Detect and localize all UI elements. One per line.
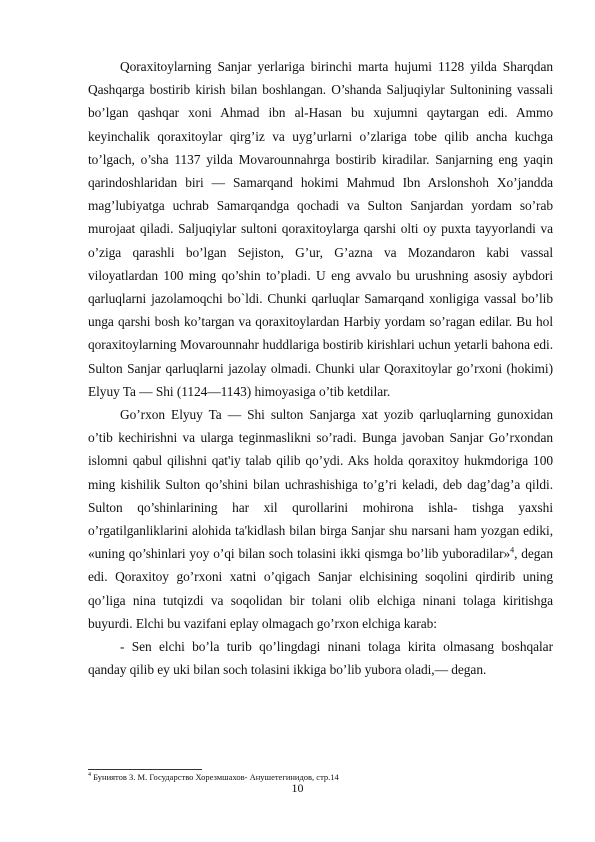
body-text: [88, 55, 553, 681]
paragraph-2-text: Go’rxon Elyuy Ta — Shi sulton Sanjarga xat yozib qarluqlarning gunoxidan o’tib kechirishni va ularga teginmaslikni so’radi. Bunga javoban Sanjar Go’rxondan islomni qabul qilishni qat'iy talab qilib qo’ydi. Aks holda qoraxitoy hukmdoriga 100 ming kishilik Sulton qo’shini bilan uchrashishiga to’g’ri keladi, deb dag’dag’a qildi. Sulton qo’shinlarining har xil qurollarini mohirona ishla- tishga yaxshi o’rgatilganliklarini alohida ta'kidlash bilan birga Sanjar shu narsani ham yozgan ediki, «uning qo’shinlari yoy o’qi bilan soch tolasini ikki qismga bo’lib yuboradilar»: [88, 407, 553, 562]
paragraph-3: - Sen elchi bo’la turib qo’lingdagi ninani tolaga kirita olmasang boshqalar qanday qilib ey uki bilan soch tolasini ikkiga bo’lib yubora oladi,— degan.: [88, 639, 553, 678]
footnote-text: Буниятов З. М. Государство Хорезмшахов- Анушетегинидов, стр.14: [93, 772, 339, 782]
footnote-number: 4: [88, 772, 91, 779]
footnote-separator: [88, 769, 202, 770]
paragraph-2-continuation: , degan edi. Qoraxitoy go’rxoni xatni o’qigach Sanjar elchisining soqolini qirdirib uning qo’liga nina tutqizdi va soqolidan bir tolani olib elchiga ninani tolaga kiritishga buyurdi. Elchi bu vazifani eplay olmagach go’rxon elchiga karab:: [88, 546, 553, 631]
page-number: 10: [291, 781, 304, 795]
paragraph-2: [88, 403, 553, 635]
paragraph-1: Qoraxitoylarning Sanjar yerlariga birinchi marta hujumi 1128 yilda Sharqdan Qashqarga bostirib kirish bilan boshlangan. O’shanda Saljuqiylar Sultonining vassali bo’lgan qashqar xoni Ahmad ibn al-Hasan bu xujumni qaytargan edi. Ammo keyinchalik qoraxitoylar qirg’iz va uyg’urlarni o’zlariga tobe qilib ancha kuchga to’lgach, o’sha 1137 yilda Movarounnahrga bostirib kiradilar. Sanjarning eng yaqin qarindoshlaridan biri — Samarqand hokimi Mahmud Ibn Arslonshoh Xo’jandda mag’lubiyatga uchrab Samarqandga qochadi va Sulton Sanjardan yordam so’rab murojaat qiladi. Saljuqiylar sultoni qoraxitoylarga qarshi olti oy puxta tayyorlandi va o’ziga qarashli bo’lgan Sejiston, G’ur, G’azna va Mozandaron kabi vassal viloyatlardan 100 ming qo’shin to’pladi. U eng avvalo bu urushning asosiy aybdori qarluqlarni jazolamoqchi bo`ldi. Chunki qarluqlar Samarqand xonligiga vassal bo’lib unga qarshi bosh ko’targan va qoraxitoylardan Harbiy yordam so’ragan edilar. Bu hol qoraxitoylarning Movarounnahr huddlariga bostirib kirishlari uchun yetarli bahona edi. Sulton Sanjar qarluqlarni jazolay olmadi. Chunki ular Qoraxitoylar go’rxoni (hokimi) Elyuy Ta — Shi (1124—1143) himoyasiga o’tib ketdilar.: [88, 59, 553, 399]
footnote-reference[interactable]: 4: [510, 545, 515, 555]
